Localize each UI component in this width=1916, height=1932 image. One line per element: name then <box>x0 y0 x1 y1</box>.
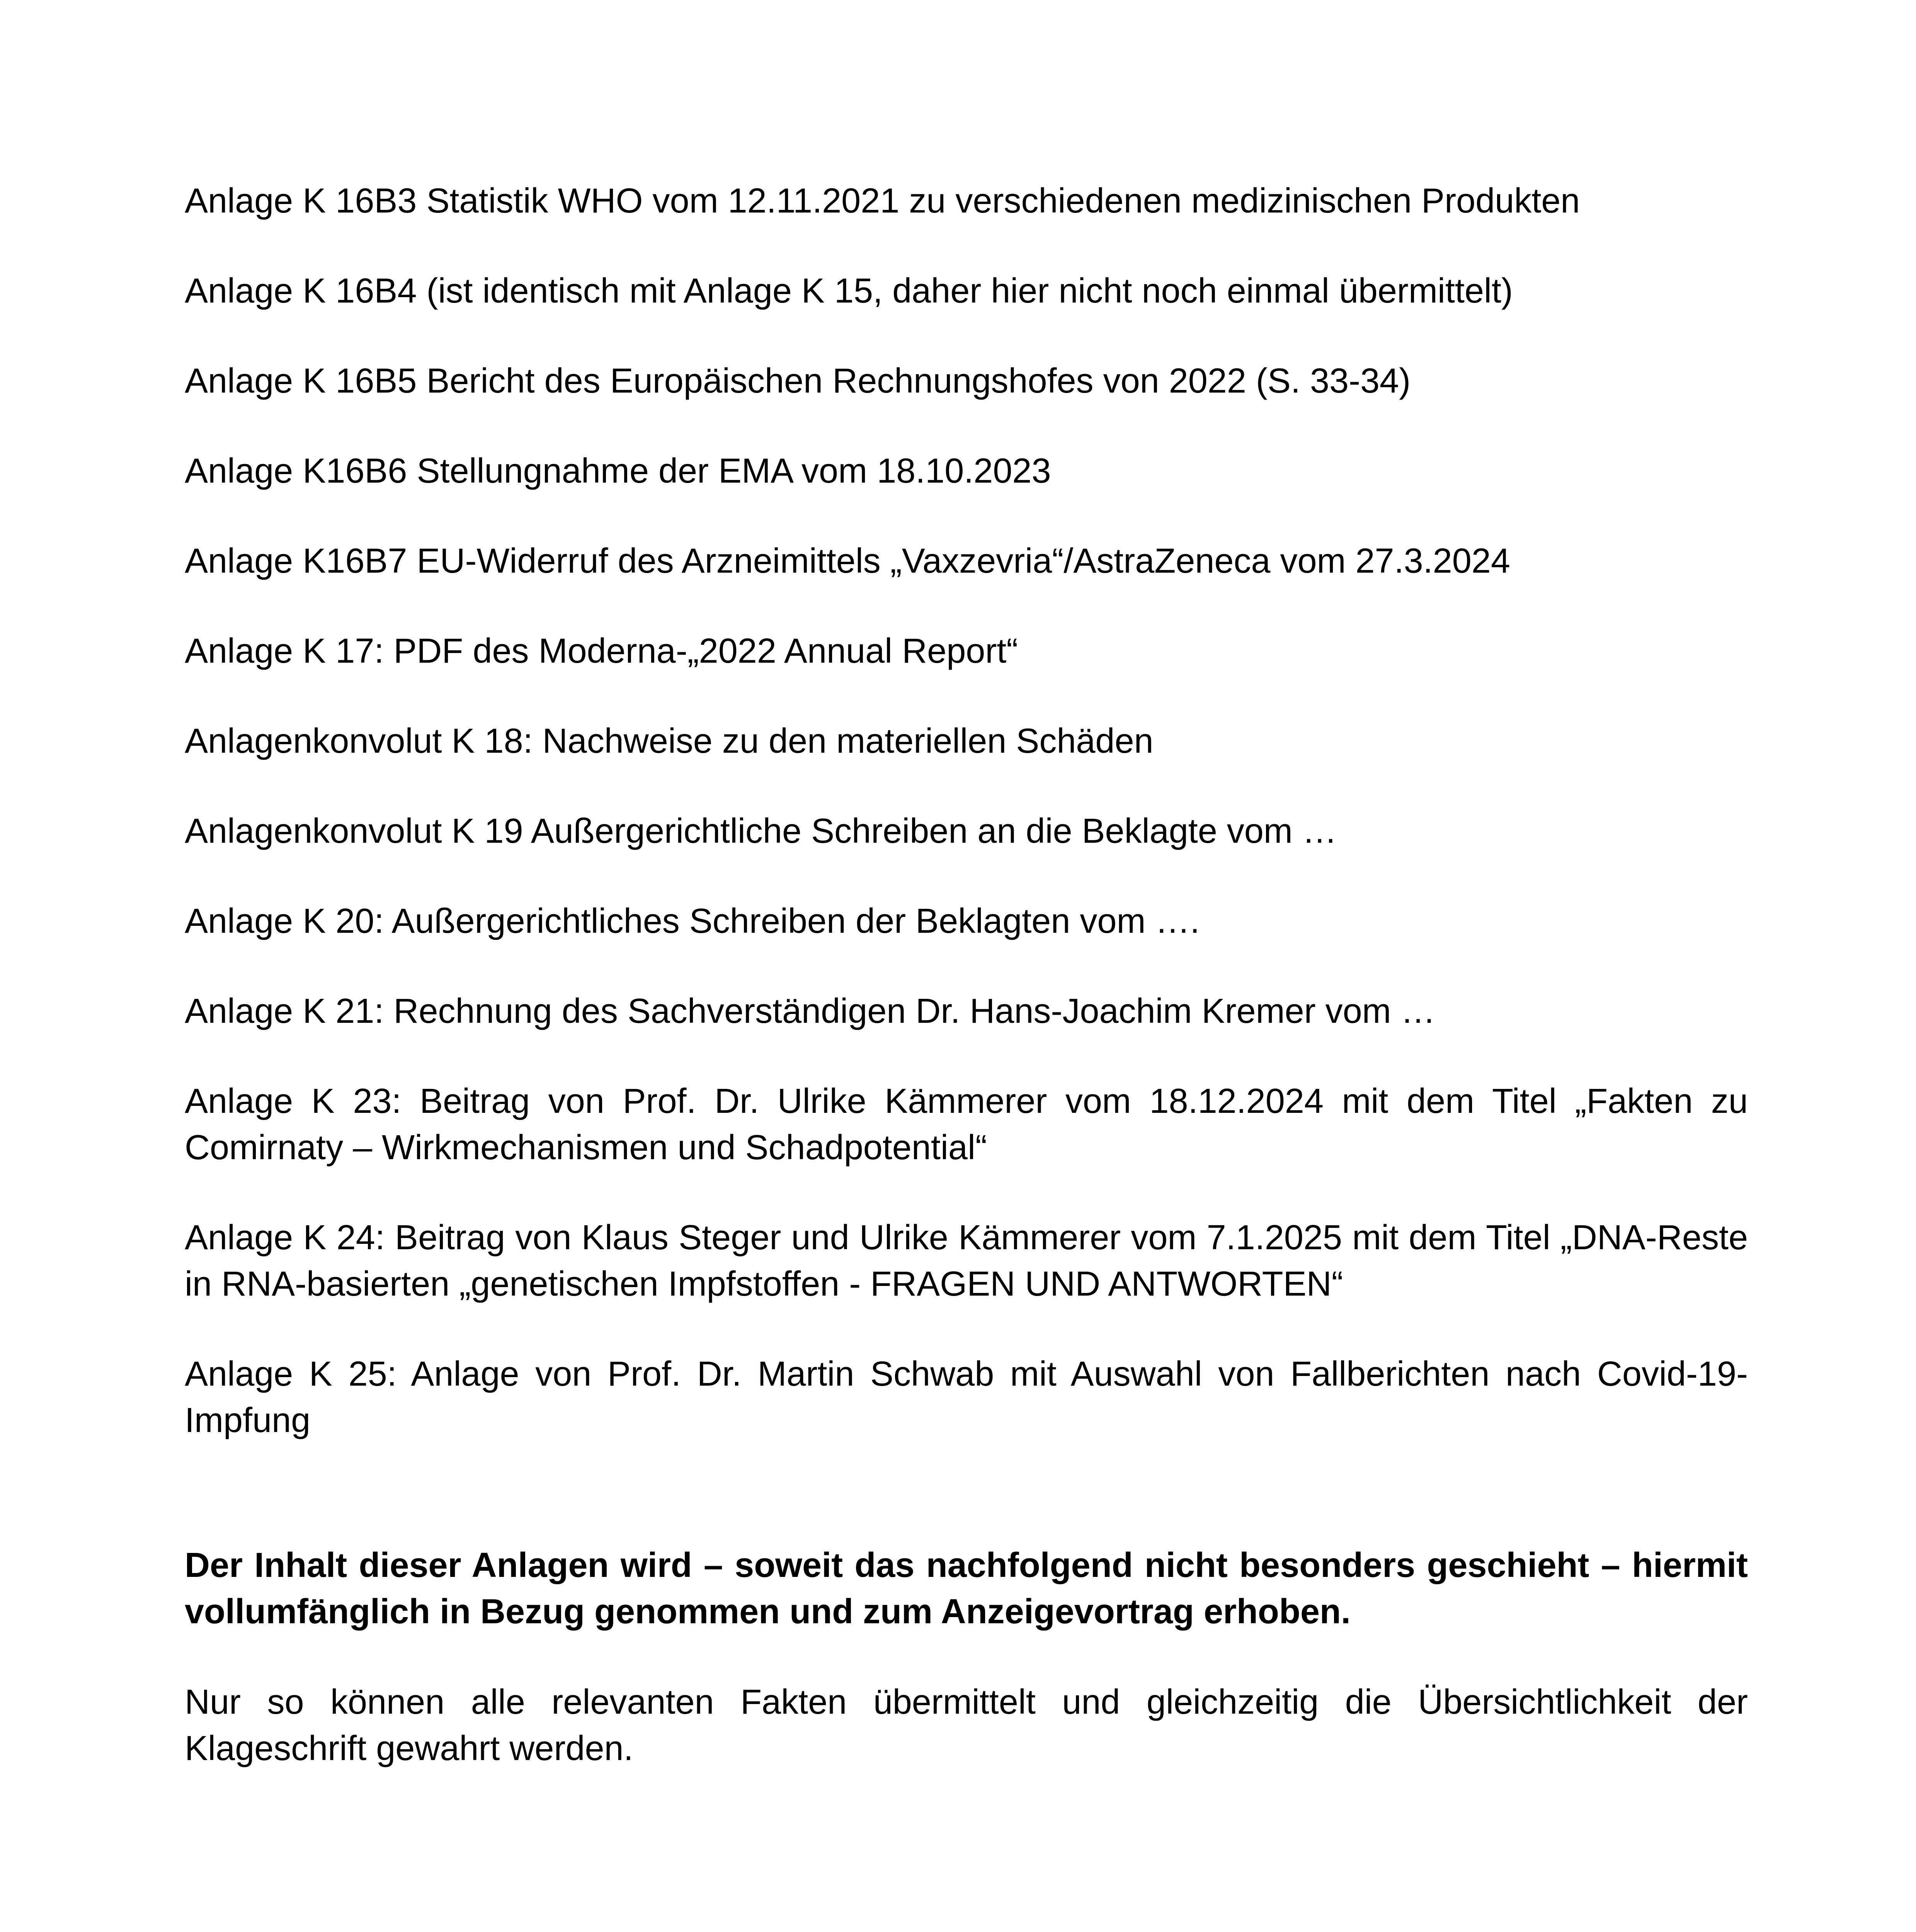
annex-entry-k16b5: Anlage K 16B5 Bericht des Europäischen Rechnungshofes von 2022 (S. 33-34) <box>185 362 1411 400</box>
annex-entry-k16b3: Anlage K 16B3 Statistik WHO vom 12.11.2021 zu verschiedenen medizinischen Produkten <box>185 182 1580 220</box>
annex-entry-k19: Anlagenkonvolut K 19 Außergerichtliche Schreiben an die Beklagte vom … <box>185 812 1337 850</box>
annex-entry-k21: Anlage K 21: Rechnung des Sachverständigen Dr. Hans-Joachim Kremer vom … <box>185 992 1436 1031</box>
annex-entry-k25: Anlage K 25: Anlage von Prof. Dr. Martin Schwab mit Auswahl von Fallberichten nach Covid-19-Impfung <box>185 1355 1748 1440</box>
annex-entry-k16b4: Anlage K 16B4 (ist identisch mit Anlage K 15, daher hier nicht noch einmal übermittelt) <box>185 272 1513 310</box>
annex-entry-k23: Anlage K 23: Beitrag von Prof. Dr. Ulrike Kämmerer vom 18.12.2024 mit dem Titel „Fakten zu Comirnaty – Wirkmechanismen und Schadpotential“ <box>185 1082 1748 1167</box>
annex-entry-k24: Anlage K 24: Beitrag von Klaus Steger und Ulrike Kämmerer vom 7.1.2025 mit dem Titel „DNA-Reste in RNA-basierten „genetischen Impfstoffen - FRAGEN UND ANTWORTEN“ <box>185 1218 1748 1303</box>
document-body <box>185 178 1748 1772</box>
annex-entry-k16b6: Anlage K16B6 Stellungnahme der EMA vom 18.10.2023 <box>185 452 1051 490</box>
closing-statement-bold: Der Inhalt dieser Anlagen wird – soweit das nachfolgend nicht besonders geschieht – hiermit vollumfänglich in Bezug genommen und zum Anzeigevortrag erhoben. <box>185 1546 1748 1631</box>
closing-statement: Nur so können alle relevanten Fakten übermittelt und gleichzeitig die Übersichtlichkeit der Klageschrift gewahrt werden. <box>185 1683 1748 1768</box>
annex-entry-k16b7: Anlage K16B7 EU-Widerruf des Arzneimittels „Vaxzevria“/AstraZeneca vom 27.3.2024 <box>185 542 1510 580</box>
annex-entry-k18: Anlagenkonvolut K 18: Nachweise zu den materiellen Schäden <box>185 722 1154 760</box>
annex-entry-k20: Anlage K 20: Außergerichtliches Schreiben der Beklagten vom …. <box>185 902 1200 940</box>
annex-entry-k17: Anlage K 17: PDF des Moderna-„2022 Annual Report“ <box>185 632 1018 670</box>
